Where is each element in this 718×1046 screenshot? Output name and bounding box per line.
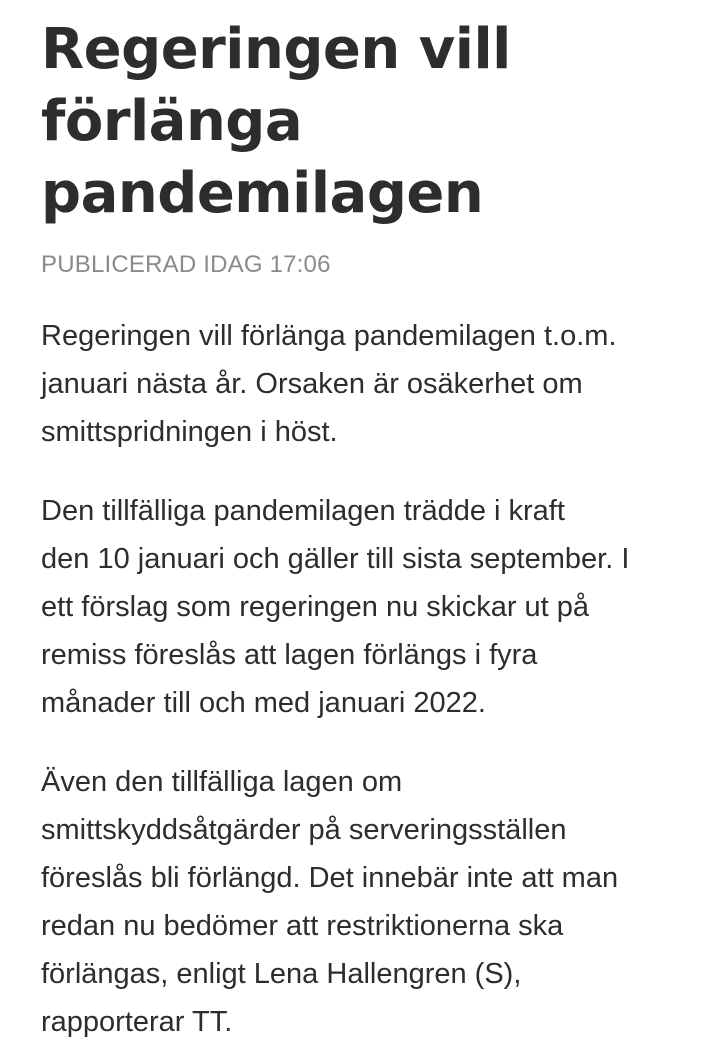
paragraph-line: januari nästa år. Orsaken är osäkerhet om xyxy=(41,368,583,400)
paragraph-line: remiss föreslås att lagen förlängs i fyra xyxy=(41,639,538,671)
paragraph-line: Även den tillfälliga lagen om xyxy=(41,766,403,798)
paragraph-line: smittspridningen i höst. xyxy=(41,416,338,448)
headline-line: pandemilagen xyxy=(41,161,484,226)
article-paragraph xyxy=(41,312,691,456)
article-paragraph xyxy=(41,487,691,727)
headline-line: Regeringen vill xyxy=(41,17,511,82)
paragraph-line: ett förslag som regeringen nu skickar ut på xyxy=(41,591,590,623)
paragraph-line: förlängas, enligt Lena Hallengren (S), xyxy=(41,958,522,990)
paragraph-line: den 10 januari och gäller till sista september. I xyxy=(41,543,630,575)
paragraph-line: rapporterar TT. xyxy=(41,1006,233,1038)
publish-timestamp: PUBLICERAD IDAG 17:06 xyxy=(41,251,331,278)
article-paragraph xyxy=(41,758,691,1046)
article xyxy=(41,0,691,1046)
paragraph-line: föreslås bli förlängd. Det innebär inte att man xyxy=(41,862,619,894)
paragraph-line: Den tillfälliga pandemilagen trädde i kraft xyxy=(41,495,565,527)
article-headline xyxy=(41,14,691,230)
paragraph-line: smittskyddsåtgärder på serveringsställen xyxy=(41,814,567,846)
paragraph-line: Regeringen vill förlänga pandemilagen t.o.m. xyxy=(41,320,617,352)
paragraph-line: redan nu bedömer att restriktionerna ska xyxy=(41,910,564,942)
paragraph-line: månader till och med januari 2022. xyxy=(41,687,486,719)
headline-line: förlänga xyxy=(41,89,303,154)
